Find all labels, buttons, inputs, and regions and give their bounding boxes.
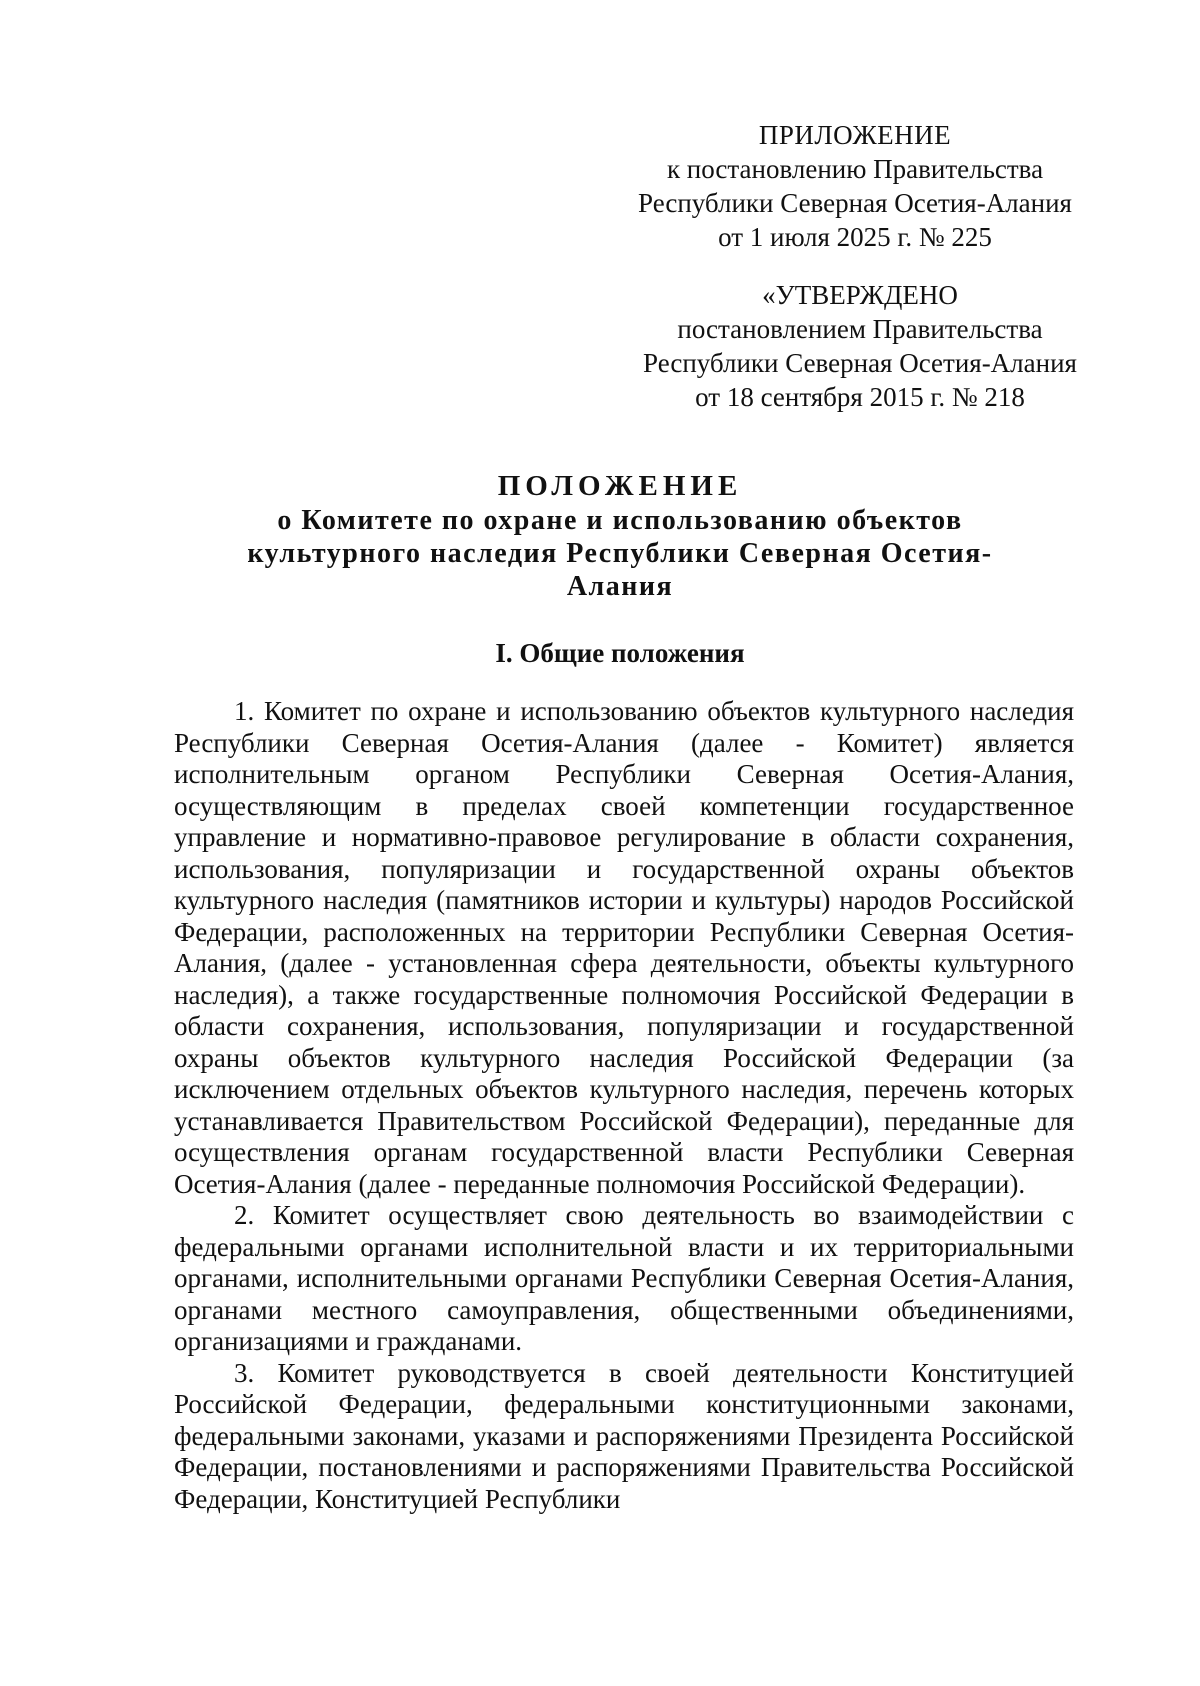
section-heading: I. Общие положения — [495, 638, 745, 668]
appendix-date-line: от 1 июля 2025 г. № 225 — [718, 222, 992, 252]
approval-line: Республики Северная Осетия-Алания — [643, 348, 1077, 378]
approval-heading: «УТВЕРЖДЕНО — [762, 280, 958, 310]
appendix-line: к постановлению Правительства — [666, 154, 1044, 184]
appendix-line: Республики Северная Осетия-Алания — [638, 188, 1072, 218]
document-subtitle-line: культурного наследия Республики Северная Осетия- — [247, 538, 993, 569]
appendix-block — [635, 118, 1075, 254]
approval-line: постановлением Правительства — [677, 314, 1043, 344]
document-title: ПОЛОЖЕНИЕ — [497, 470, 743, 502]
document-title-block — [215, 470, 1025, 603]
approval-block — [630, 278, 1090, 414]
document-body — [174, 696, 1074, 1515]
document-subtitle-line: о Комитете по охране и использованию объектов — [277, 505, 963, 536]
paragraph: 1. Комитет по охране и использованию объектов культурного наследия Республики Северная Осетия-Алания (далее - Комитет) является исполнительным органом Республики Северная Осетия-Алания, осуществляющим в пределах своей компетенции государственное управление и нормативно-правовое регулирование в области сохранения, использования, популяризации и государственной охраны объектов культурного наследия (памятников истории и культуры) народов Российской Федерации, расположенных на территории Республики Северная Осетия-Алания, (далее - установленная сфера деятельности, объекты культурного наследия), а также государственные полномочия Российской Федерации в области сохранения, использования, популяризации и государственной охраны объектов культурного наследия Российской Федерации (за исключением отдельных объектов культурного наследия, перечень которых устанавливается Правительством Российской Федерации), переданные для осуществления органам государственной власти Республики Северная Осетия-Алания (далее - переданные полномочия Российской Федерации). — [174, 696, 1074, 1199]
approval-date-line: от 18 сентября 2015 г. № 218 — [695, 382, 1025, 412]
paragraph: 2. Комитет осуществляет свою деятельность во взаимодействии с федеральными органами исполнительной власти и их территориальными органами, исполнительными органами Республики Северная Осетия-Алания, органами местного самоуправления, общественными объединениями, организациями и гражданами. — [174, 1200, 1074, 1356]
document-subtitle-line: Алания — [566, 571, 674, 602]
appendix-heading: ПРИЛОЖЕНИЕ — [758, 120, 952, 150]
paragraph: 3. Комитет руководствуется в своей деятельности Конституцией Российской Федерации, федеральными конституционными законами, федеральными законами, указами и распоряжениями Президента Российской Федерации, постановлениями и распоряжениями Правительства Российской Федерации, Конституцией Республики — [174, 1357, 1074, 1514]
